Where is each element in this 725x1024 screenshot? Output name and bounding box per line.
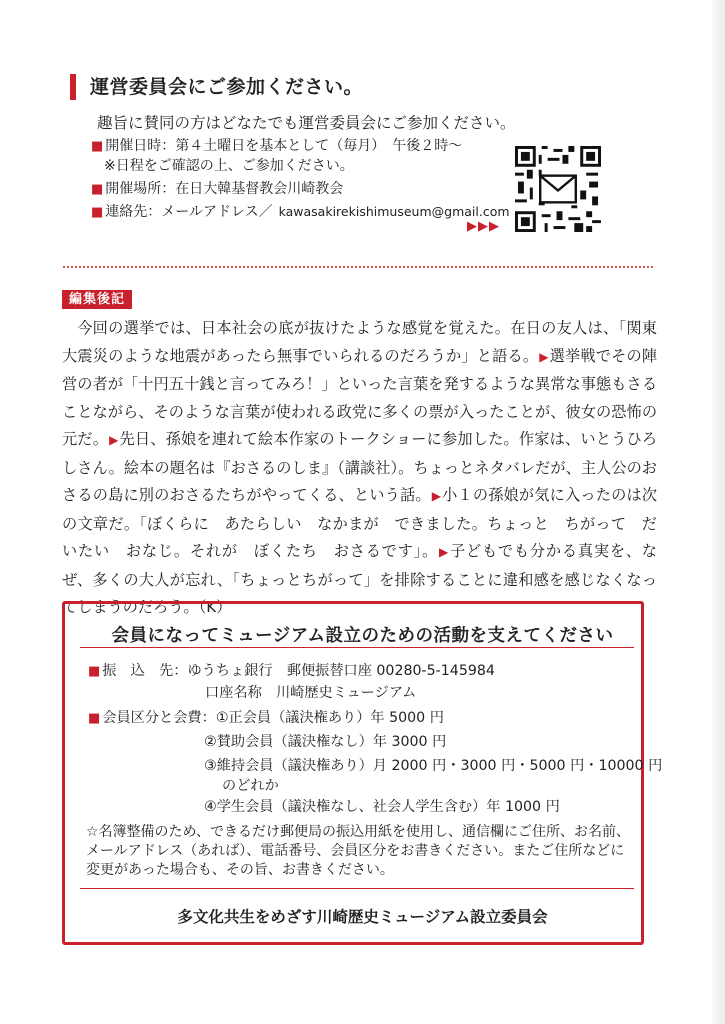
member-item: ②賛助会員（議決権なし）年 3000 円 xyxy=(204,734,447,750)
triangle-icon: ▶ xyxy=(438,545,449,559)
section-divider xyxy=(63,266,653,268)
section1-intro: 趣旨に賛同の方はどなたでも運営委員会にご参加ください。 xyxy=(97,114,516,132)
triangle-icon: ▶ xyxy=(539,349,549,364)
editor-postscript-label: 編集後記 xyxy=(62,290,132,309)
account-name: 口座名称 川崎歴史ミュージアム xyxy=(205,685,417,701)
bullet-icon: ■ xyxy=(88,711,101,726)
editor-postscript-body: 今回の選挙では、日本社会の底が抜けたような感覚を覚えた。在日の友人は、「関東大震災のような地震があったら無事でいられるのだろうか」と語る。▶選挙戦でその陣営の者が「十円五十銭と言ってみろ！」といった言葉を発するような異常な事態もさることながら、そのような言葉が使われる政党に多くの票が入ったことが、彼女の恐怖の元だ。▶先日、孫娘を連れて絵本作家のトークショーに参加した。作家は、いとうひろしさん。絵本の題名は『おさるのしま』（講談社）。ちょっとネタバレだが、主人公のおさるの島に別のおさるたちがやってくる、という話。▶小１の孫娘が気に入ったのは次の文章だ。「ぼくらに あたらしい なかまが できました。ちょっと ちがって だいたい おなじ。それが ぼくたち おさるです」。▶子どもでも分かる真実を、なぜ、多くの大人が忘れ、「ちょっとちがって」を排除することに違和感を感じなくなってしまうのだろう。（K） xyxy=(62,319,658,616)
section1-title: 運営委員会にご参加ください。 xyxy=(70,74,363,100)
member-row: ■ 会員区分と会費：①正会員（議決権あり）年 5000 円 xyxy=(88,710,444,726)
transfer-row: ■ 振 込 先：ゆうちょ銀行 郵便振替口座 00280-5-145984 xyxy=(88,663,495,679)
arrows-icon: ▶▶▶ xyxy=(467,219,500,234)
member-item: ④学生会員（議決権なし、社会人学生含む）年 1000 円 xyxy=(204,799,560,815)
bullet-icon: ■ xyxy=(91,182,104,197)
membership-title: 会員になってミュージアム設立のための活動を支えてください xyxy=(111,626,614,646)
schedule-row: ■ 開催日時：第４土曜日を基本として（毎月） 午後２時〜 xyxy=(91,138,463,154)
page-edge xyxy=(712,0,725,1024)
bullet-icon: ■ xyxy=(88,664,101,679)
bullet-icon: ■ xyxy=(91,139,104,154)
title-rule xyxy=(80,647,634,648)
bullet-icon: ■ xyxy=(91,205,104,220)
qr-code-icon[interactable] xyxy=(515,146,601,232)
schedule-note: ※日程をご確認の上、ご参加ください。 xyxy=(104,158,354,174)
member-item: ③維持会員（議決権あり）月 2000 円・3000 円・5000 円・10000 円 xyxy=(204,758,663,774)
member-item: のどれか xyxy=(222,778,279,794)
membership-note: ☆名簿整備のため、できるだけ郵便局の振込用紙を使用し、通信欄にご住所、お名前、メールアドレス（あれば）、電話番号、会員区分をお書きください。またご住所などに変更があった場合も、その旨、お書きください。 xyxy=(86,824,630,878)
email-address[interactable]: kawasakirekishimuseum@gmail.com xyxy=(278,204,510,219)
venue-row: ■ 開催場所：在日大韓基督教会川崎教会 xyxy=(91,181,344,197)
footer-rule xyxy=(80,888,634,889)
committee-name: 多文化共生をめざす川崎歴史ミュージアム設立委員会 xyxy=(177,908,548,926)
triangle-icon: ▶ xyxy=(431,489,442,503)
contact-row: ■ 連絡先：メールアドレス／ kawasakirekishimuseum@gmail.com xyxy=(91,204,510,220)
triangle-icon: ▶ xyxy=(109,433,119,447)
